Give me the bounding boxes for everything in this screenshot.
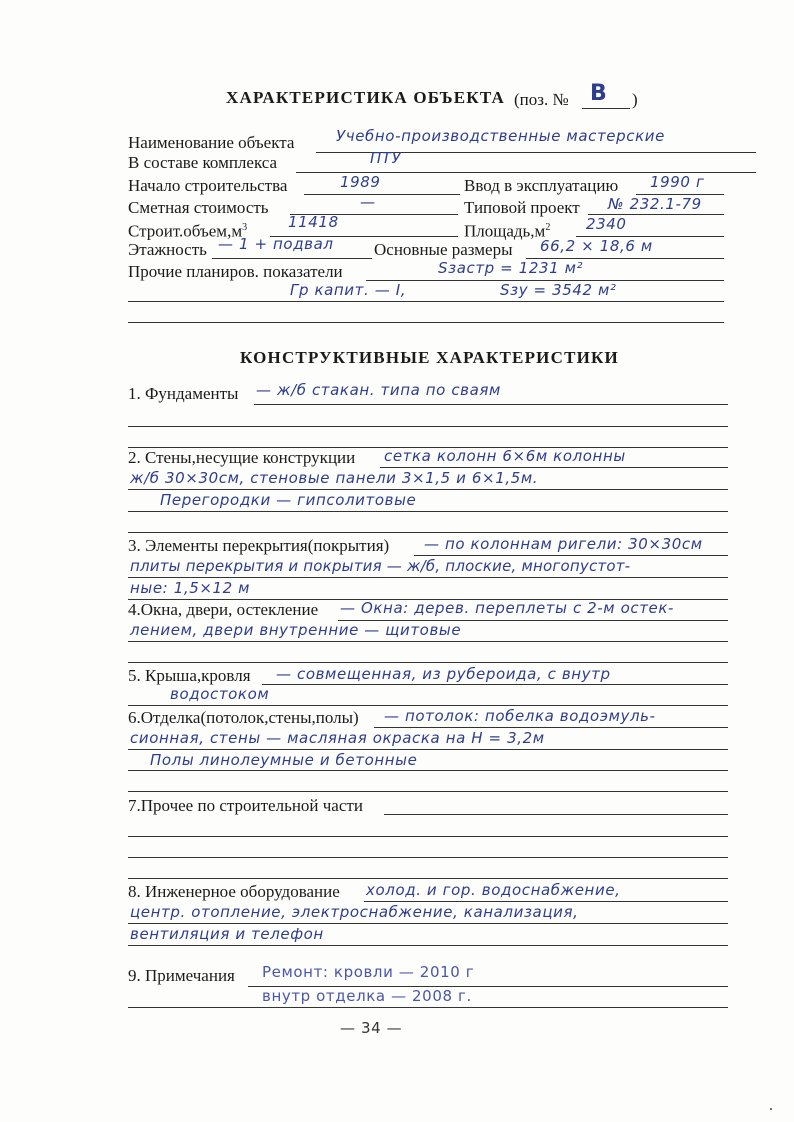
object-name-value: Учебно-производственные мастерские [336,127,665,145]
floors-value: — 1 + подвал [218,235,334,253]
standard-project-label: Типовой проект [464,198,580,217]
item-9-line-1: Ремонт: кровли — 2010 г [262,963,475,981]
object-name-label: Наименование объекта [128,133,295,152]
floors-label: Этажность [128,240,207,259]
position-suffix: ) [632,90,638,109]
item-7-label: 7.Прочее по строительной части [128,796,363,815]
item-8-line-3: вентиляция и телефон [130,925,324,943]
item-8-line-2: центр. отопление, электроснабжение, канализация, [130,903,579,921]
item-3-label: 3. Элементы перекрытия(покрытия) [128,536,390,555]
standard-project-value: № 232.1-79 [608,195,702,213]
item-9-line-2: внутр отделка — 2008 г. [262,987,472,1005]
item-8-label: 8. Инженерное оборудование [128,882,340,901]
item-5-label: 5. Крыша,кровля [128,666,251,685]
other-indicators-value-3: Sзу = 3542 м² [500,281,617,299]
estimated-cost-value: — [360,193,376,211]
item-1-line-1: — ж/б стакан. типа по сваям [256,381,501,399]
main-dimensions-label: Основные размеры [374,240,513,259]
item-4-label: 4.Окна, двери, остекление [128,600,319,619]
main-dimensions-value: 66,2 × 18,6 м [540,237,653,255]
section-title: КОНСТРУКТИВНЫЕ ХАРАКТЕРИСТИКИ [240,348,619,367]
item-8-line-1: холод. и гор. водоснабжение, [366,881,621,899]
item-3-line-1: — по колоннам ригели: 30×30см [424,535,703,553]
item-6-line-1: — потолок: побелка водоэмуль- [384,707,656,725]
item-4-line-1: — Окна: дерев. переплеты с 2-м остек- [340,599,675,617]
item-1-label: 1. Фундаменты [128,384,239,403]
item-2-line-3: Перегородки — гипсолитовые [160,491,417,509]
position-prefix: (поз. № [514,90,569,109]
commissioning-value: 1990 г [650,173,705,191]
other-indicators-value-2: Гр капит. — I, [290,281,407,299]
item-5-line-2: водостоком [170,685,270,703]
item-6-line-2: сионная, стены — масляная окраска на H = 3,2м [130,729,545,747]
scan-speck [770,1108,772,1110]
document-title: ХАРАКТЕРИСТИКА ОБЪЕКТА [226,88,506,107]
item-2-line-1: сетка колонн 6×6м колонны [384,447,626,465]
item-3-line-3: ные: 1,5×12 м [130,579,251,597]
estimated-cost-label: Сметная стоимость [128,198,269,217]
item-5-line-1: — совмещенная, из рубероида, с внутр [276,665,611,683]
construction-start-label: Начало строительства [128,176,288,195]
other-indicators-value-1: Sзастр = 1231 м² [438,259,584,277]
construction-start-value: 1989 [340,173,381,191]
building-volume-label: $Строит.объем,м^3$ [128,221,248,241]
area-value: 2340 [586,215,627,233]
building-volume-value: 11418 [288,213,339,231]
item-2-line-2: ж/б 30×30см, стеновые панели 3×1,5 и 6×1,5м. [130,469,539,487]
item-6-line-3: Полы линолеумные и бетонные [150,751,418,769]
area-label: $Площадь,м^2$ [464,221,551,241]
item-6-label: 6.Отделка(потолок,стены,полы) [128,708,359,727]
complex-value: ПТУ [370,149,402,167]
item-4-line-2: лением, двери внутренние — щитовые [130,621,462,639]
item-9-label: 9. Примечания [128,966,235,985]
commissioning-label: Ввод в эксплуатацию [464,176,619,195]
position-value: В [590,81,608,106]
page-number: — 34 — [340,1019,403,1037]
complex-label: В составе комплекса [128,153,278,172]
other-indicators-label: Прочие планиров. показатели [128,262,343,281]
item-3-line-2: плиты перекрытия и покрытия — ж/б, плоские, многопустот- [130,557,631,575]
item-2-label: 2. Стены,несущие конструкции [128,448,356,467]
